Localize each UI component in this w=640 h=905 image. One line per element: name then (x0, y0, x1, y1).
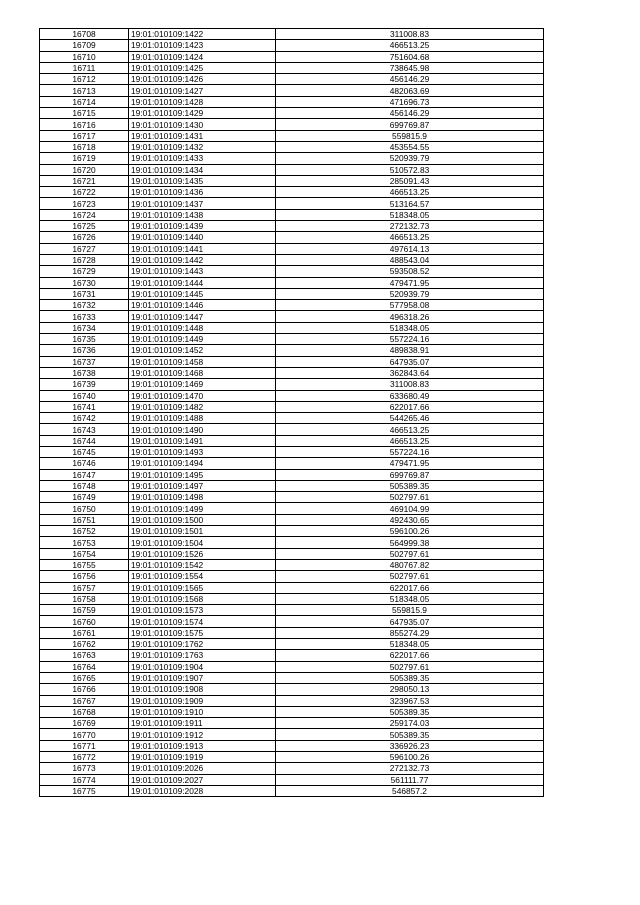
table-row (40, 130, 544, 141)
table-row (40, 503, 544, 514)
row-number-cell: 16723 (40, 198, 129, 209)
row-number-cell: 16728 (40, 254, 129, 265)
row-number-cell: 16724 (40, 209, 129, 220)
row-number-cell: 16752 (40, 526, 129, 537)
row-number-cell: 16757 (40, 582, 129, 593)
cadastral-number-cell: 19:01:010109:1904 (129, 661, 276, 672)
value-cell: 469104.99 (276, 503, 544, 514)
row-number-cell: 16773 (40, 763, 129, 774)
table-row (40, 164, 544, 175)
table-row (40, 367, 544, 378)
table-row (40, 514, 544, 525)
row-number-cell: 16719 (40, 153, 129, 164)
cadastral-number-cell: 19:01:010109:1488 (129, 413, 276, 424)
value-cell: 561111.77 (276, 774, 544, 785)
cadastral-number-cell: 19:01:010109:1912 (129, 729, 276, 740)
row-number-cell: 16734 (40, 322, 129, 333)
table-row (40, 706, 544, 717)
cadastral-number-cell: 19:01:010109:1443 (129, 266, 276, 277)
cadastral-number-cell: 19:01:010109:1436 (129, 187, 276, 198)
cadastral-number-cell: 19:01:010109:1574 (129, 616, 276, 627)
cadastral-number-cell: 19:01:010109:1439 (129, 221, 276, 232)
table-row (40, 40, 544, 51)
table-row (40, 300, 544, 311)
row-number-cell: 16748 (40, 480, 129, 491)
cadastral-number-cell: 19:01:010109:1908 (129, 684, 276, 695)
cadastral-number-cell: 19:01:010109:1526 (129, 548, 276, 559)
table-row (40, 266, 544, 277)
row-number-cell: 16718 (40, 141, 129, 152)
cadastral-number-cell: 19:01:010109:1504 (129, 537, 276, 548)
value-cell: 596100.26 (276, 526, 544, 537)
table-row (40, 729, 544, 740)
cadastral-number-cell: 19:01:010109:1423 (129, 40, 276, 51)
row-number-cell: 16716 (40, 119, 129, 130)
cadastral-number-cell: 19:01:010109:1919 (129, 752, 276, 763)
cadastral-number-cell: 19:01:010109:1500 (129, 514, 276, 525)
cadastral-number-cell: 19:01:010109:1427 (129, 85, 276, 96)
cadastral-number-cell: 19:01:010109:1573 (129, 605, 276, 616)
value-cell: 557224.16 (276, 334, 544, 345)
value-cell: 466513.25 (276, 424, 544, 435)
table-row (40, 187, 544, 198)
cadastral-number-cell: 19:01:010109:1428 (129, 96, 276, 107)
table-row (40, 209, 544, 220)
value-cell: 497614.13 (276, 243, 544, 254)
table-row (40, 593, 544, 604)
row-number-cell: 16709 (40, 40, 129, 51)
value-cell: 466513.25 (276, 40, 544, 51)
table-row (40, 616, 544, 627)
table-row (40, 198, 544, 209)
cadastral-number-cell: 19:01:010109:1911 (129, 718, 276, 729)
row-number-cell: 16725 (40, 221, 129, 232)
cadastral-number-cell: 19:01:010109:1501 (129, 526, 276, 537)
cadastral-number-cell: 19:01:010109:1499 (129, 503, 276, 514)
row-number-cell: 16744 (40, 435, 129, 446)
cadastral-number-cell: 19:01:010109:1425 (129, 62, 276, 73)
cadastral-number-cell: 19:01:010109:1575 (129, 627, 276, 638)
value-cell: 505389.35 (276, 480, 544, 491)
row-number-cell: 16753 (40, 537, 129, 548)
table-row (40, 492, 544, 503)
value-cell: 272132.73 (276, 221, 544, 232)
cadastral-number-cell: 19:01:010109:1426 (129, 74, 276, 85)
row-number-cell: 16745 (40, 446, 129, 457)
value-cell: 510572.83 (276, 164, 544, 175)
cadastral-number-cell: 19:01:010109:1441 (129, 243, 276, 254)
row-number-cell: 16764 (40, 661, 129, 672)
row-number-cell: 16741 (40, 401, 129, 412)
row-number-cell: 16714 (40, 96, 129, 107)
cadastral-number-cell: 19:01:010109:1431 (129, 130, 276, 141)
row-number-cell: 16713 (40, 85, 129, 96)
value-cell: 559815.9 (276, 605, 544, 616)
cadastral-number-cell: 19:01:010109:1909 (129, 695, 276, 706)
value-cell: 564999.38 (276, 537, 544, 548)
table-row (40, 141, 544, 152)
row-number-cell: 16739 (40, 379, 129, 390)
cadastral-number-cell: 19:01:010109:1434 (129, 164, 276, 175)
cadastral-number-cell: 19:01:010109:1762 (129, 639, 276, 650)
value-cell: 272132.73 (276, 763, 544, 774)
cadastral-number-cell: 19:01:010109:1437 (129, 198, 276, 209)
row-number-cell: 16732 (40, 300, 129, 311)
cadastral-number-cell: 19:01:010109:1444 (129, 277, 276, 288)
cadastral-number-cell: 19:01:010109:1448 (129, 322, 276, 333)
table-row (40, 254, 544, 265)
value-cell: 466513.25 (276, 187, 544, 198)
table-row (40, 29, 544, 40)
cadastral-number-cell: 19:01:010109:1422 (129, 29, 276, 40)
value-cell: 285091.43 (276, 175, 544, 186)
cadastral-number-cell: 19:01:010109:1429 (129, 108, 276, 119)
value-cell: 699769.87 (276, 119, 544, 130)
table-row (40, 379, 544, 390)
value-cell: 577958.08 (276, 300, 544, 311)
table-row (40, 243, 544, 254)
row-number-cell: 16765 (40, 672, 129, 683)
table-row (40, 774, 544, 785)
row-number-cell: 16769 (40, 718, 129, 729)
value-cell: 336926.23 (276, 740, 544, 751)
cadastral-number-cell: 19:01:010109:1910 (129, 706, 276, 717)
value-cell: 362843.64 (276, 367, 544, 378)
value-cell: 855274.29 (276, 627, 544, 638)
cadastral-number-cell: 19:01:010109:1913 (129, 740, 276, 751)
table-row (40, 684, 544, 695)
row-number-cell: 16767 (40, 695, 129, 706)
value-cell: 323967.53 (276, 695, 544, 706)
row-number-cell: 16708 (40, 29, 129, 40)
cadastral-number-cell: 19:01:010109:1470 (129, 390, 276, 401)
row-number-cell: 16729 (40, 266, 129, 277)
table-row (40, 74, 544, 85)
cadastral-number-cell: 19:01:010109:1440 (129, 232, 276, 243)
table-row (40, 413, 544, 424)
row-number-cell: 16749 (40, 492, 129, 503)
cadastral-number-cell: 19:01:010109:1468 (129, 367, 276, 378)
value-cell: 622017.66 (276, 401, 544, 412)
row-number-cell: 16763 (40, 650, 129, 661)
row-number-cell: 16766 (40, 684, 129, 695)
table-row (40, 424, 544, 435)
row-number-cell: 16733 (40, 311, 129, 322)
cadastral-number-cell: 19:01:010109:2028 (129, 785, 276, 796)
table-row (40, 785, 544, 796)
table-row (40, 627, 544, 638)
row-number-cell: 16746 (40, 458, 129, 469)
value-cell: 259174.03 (276, 718, 544, 729)
value-cell: 520939.79 (276, 153, 544, 164)
value-cell: 502797.61 (276, 571, 544, 582)
row-number-cell: 16740 (40, 390, 129, 401)
table-row (40, 672, 544, 683)
value-cell: 479471.95 (276, 277, 544, 288)
table-row (40, 639, 544, 650)
value-cell: 596100.26 (276, 752, 544, 763)
table-row (40, 605, 544, 616)
row-number-cell: 16738 (40, 367, 129, 378)
cadastral-number-cell: 19:01:010109:1430 (129, 119, 276, 130)
cadastral-number-cell: 19:01:010109:1442 (129, 254, 276, 265)
row-number-cell: 16771 (40, 740, 129, 751)
row-number-cell: 16768 (40, 706, 129, 717)
value-cell: 453554.55 (276, 141, 544, 152)
row-number-cell: 16720 (40, 164, 129, 175)
row-number-cell: 16774 (40, 774, 129, 785)
value-cell: 518348.05 (276, 639, 544, 650)
row-number-cell: 16758 (40, 593, 129, 604)
table-row (40, 345, 544, 356)
value-cell: 482063.69 (276, 85, 544, 96)
row-number-cell: 16762 (40, 639, 129, 650)
row-number-cell: 16770 (40, 729, 129, 740)
row-number-cell: 16727 (40, 243, 129, 254)
table-row (40, 401, 544, 412)
row-number-cell: 16712 (40, 74, 129, 85)
cadastral-number-cell: 19:01:010109:1565 (129, 582, 276, 593)
row-number-cell: 16737 (40, 356, 129, 367)
value-cell: 471696.73 (276, 96, 544, 107)
row-number-cell: 16710 (40, 51, 129, 62)
table-row (40, 446, 544, 457)
value-cell: 518348.05 (276, 593, 544, 604)
value-cell: 622017.66 (276, 650, 544, 661)
row-number-cell: 16754 (40, 548, 129, 559)
row-number-cell: 16743 (40, 424, 129, 435)
cadastral-number-cell: 19:01:010109:1493 (129, 446, 276, 457)
value-cell: 647935.07 (276, 616, 544, 627)
cadastral-number-cell: 19:01:010109:1494 (129, 458, 276, 469)
value-cell: 505389.35 (276, 672, 544, 683)
value-cell: 492430.65 (276, 514, 544, 525)
table-row (40, 537, 544, 548)
row-number-cell: 16722 (40, 187, 129, 198)
table-body (40, 29, 544, 797)
value-cell: 311008.83 (276, 29, 544, 40)
table-row (40, 232, 544, 243)
table-row (40, 96, 544, 107)
cadastral-number-cell: 19:01:010109:1452 (129, 345, 276, 356)
value-cell: 518348.05 (276, 322, 544, 333)
row-number-cell: 16759 (40, 605, 129, 616)
table-row (40, 311, 544, 322)
cadastral-number-cell: 19:01:010109:1491 (129, 435, 276, 446)
table-row (40, 221, 544, 232)
cadastral-number-cell: 19:01:010109:1438 (129, 209, 276, 220)
value-cell: 647935.07 (276, 356, 544, 367)
row-number-cell: 16747 (40, 469, 129, 480)
row-number-cell: 16736 (40, 345, 129, 356)
cadastral-number-cell: 19:01:010109:1498 (129, 492, 276, 503)
value-cell: 751604.68 (276, 51, 544, 62)
value-cell: 622017.66 (276, 582, 544, 593)
row-number-cell: 16717 (40, 130, 129, 141)
table-row (40, 740, 544, 751)
table-row (40, 277, 544, 288)
row-number-cell: 16751 (40, 514, 129, 525)
table-row (40, 435, 544, 446)
value-cell: 311008.83 (276, 379, 544, 390)
table-row (40, 51, 544, 62)
cadastral-number-cell: 19:01:010109:1482 (129, 401, 276, 412)
cadastral-number-cell: 19:01:010109:1458 (129, 356, 276, 367)
table-row (40, 526, 544, 537)
value-cell: 518348.05 (276, 209, 544, 220)
table-row (40, 334, 544, 345)
cadastral-number-cell: 19:01:010109:1763 (129, 650, 276, 661)
table-row (40, 650, 544, 661)
value-cell: 559815.9 (276, 130, 544, 141)
value-cell: 456146.29 (276, 74, 544, 85)
value-cell: 456146.29 (276, 108, 544, 119)
value-cell: 593508.52 (276, 266, 544, 277)
table-row (40, 559, 544, 570)
value-cell: 738645.98 (276, 62, 544, 73)
cadastral-number-cell: 19:01:010109:1446 (129, 300, 276, 311)
cadastral-number-cell: 19:01:010109:1435 (129, 175, 276, 186)
table-row (40, 718, 544, 729)
cadastral-number-cell: 19:01:010109:1449 (129, 334, 276, 345)
value-cell: 496318.26 (276, 311, 544, 322)
cadastral-number-cell: 19:01:010109:1424 (129, 51, 276, 62)
table-row (40, 763, 544, 774)
row-number-cell: 16755 (40, 559, 129, 570)
row-number-cell: 16735 (40, 334, 129, 345)
cadastral-number-cell: 19:01:010109:2026 (129, 763, 276, 774)
row-number-cell: 16726 (40, 232, 129, 243)
value-cell: 480767.82 (276, 559, 544, 570)
value-cell: 466513.25 (276, 435, 544, 446)
value-cell: 488543.04 (276, 254, 544, 265)
cadastral-number-cell: 19:01:010109:1490 (129, 424, 276, 435)
table-row (40, 175, 544, 186)
row-number-cell: 16761 (40, 627, 129, 638)
table-row (40, 119, 544, 130)
value-cell: 298050.13 (276, 684, 544, 695)
cadastral-number-cell: 19:01:010109:1447 (129, 311, 276, 322)
table-row (40, 548, 544, 559)
value-cell: 557224.16 (276, 446, 544, 457)
row-number-cell: 16715 (40, 108, 129, 119)
table-row (40, 153, 544, 164)
value-cell: 513164.57 (276, 198, 544, 209)
value-cell: 502797.61 (276, 548, 544, 559)
cadastral-number-cell: 19:01:010109:1542 (129, 559, 276, 570)
cadastral-number-cell: 19:01:010109:2027 (129, 774, 276, 785)
table-row (40, 458, 544, 469)
cadastral-number-cell: 19:01:010109:1432 (129, 141, 276, 152)
data-table (39, 28, 544, 797)
table-row (40, 752, 544, 763)
table-row (40, 661, 544, 672)
table-row (40, 390, 544, 401)
cadastral-number-cell: 19:01:010109:1568 (129, 593, 276, 604)
value-cell: 502797.61 (276, 661, 544, 672)
value-cell: 505389.35 (276, 729, 544, 740)
table-row (40, 469, 544, 480)
value-cell: 466513.25 (276, 232, 544, 243)
table-row (40, 571, 544, 582)
cadastral-number-cell: 19:01:010109:1445 (129, 288, 276, 299)
cadastral-number-cell: 19:01:010109:1907 (129, 672, 276, 683)
table-row (40, 356, 544, 367)
table-row (40, 85, 544, 96)
value-cell: 505389.35 (276, 706, 544, 717)
table-row (40, 695, 544, 706)
table-row (40, 108, 544, 119)
table-row (40, 322, 544, 333)
value-cell: 546857.2 (276, 785, 544, 796)
row-number-cell: 16760 (40, 616, 129, 627)
value-cell: 699769.87 (276, 469, 544, 480)
cadastral-number-cell: 19:01:010109:1433 (129, 153, 276, 164)
row-number-cell: 16730 (40, 277, 129, 288)
cadastral-number-cell: 19:01:010109:1497 (129, 480, 276, 491)
table-row (40, 582, 544, 593)
row-number-cell: 16711 (40, 62, 129, 73)
value-cell: 544265.46 (276, 413, 544, 424)
row-number-cell: 16731 (40, 288, 129, 299)
cadastral-number-cell: 19:01:010109:1554 (129, 571, 276, 582)
row-number-cell: 16756 (40, 571, 129, 582)
value-cell: 633680.49 (276, 390, 544, 401)
row-number-cell: 16750 (40, 503, 129, 514)
value-cell: 489838.91 (276, 345, 544, 356)
row-number-cell: 16742 (40, 413, 129, 424)
table-row (40, 288, 544, 299)
value-cell: 502797.61 (276, 492, 544, 503)
value-cell: 520939.79 (276, 288, 544, 299)
row-number-cell: 16721 (40, 175, 129, 186)
cadastral-number-cell: 19:01:010109:1495 (129, 469, 276, 480)
cadastral-number-cell: 19:01:010109:1469 (129, 379, 276, 390)
table-row (40, 480, 544, 491)
table-row (40, 62, 544, 73)
row-number-cell: 16772 (40, 752, 129, 763)
value-cell: 479471.95 (276, 458, 544, 469)
row-number-cell: 16775 (40, 785, 129, 796)
